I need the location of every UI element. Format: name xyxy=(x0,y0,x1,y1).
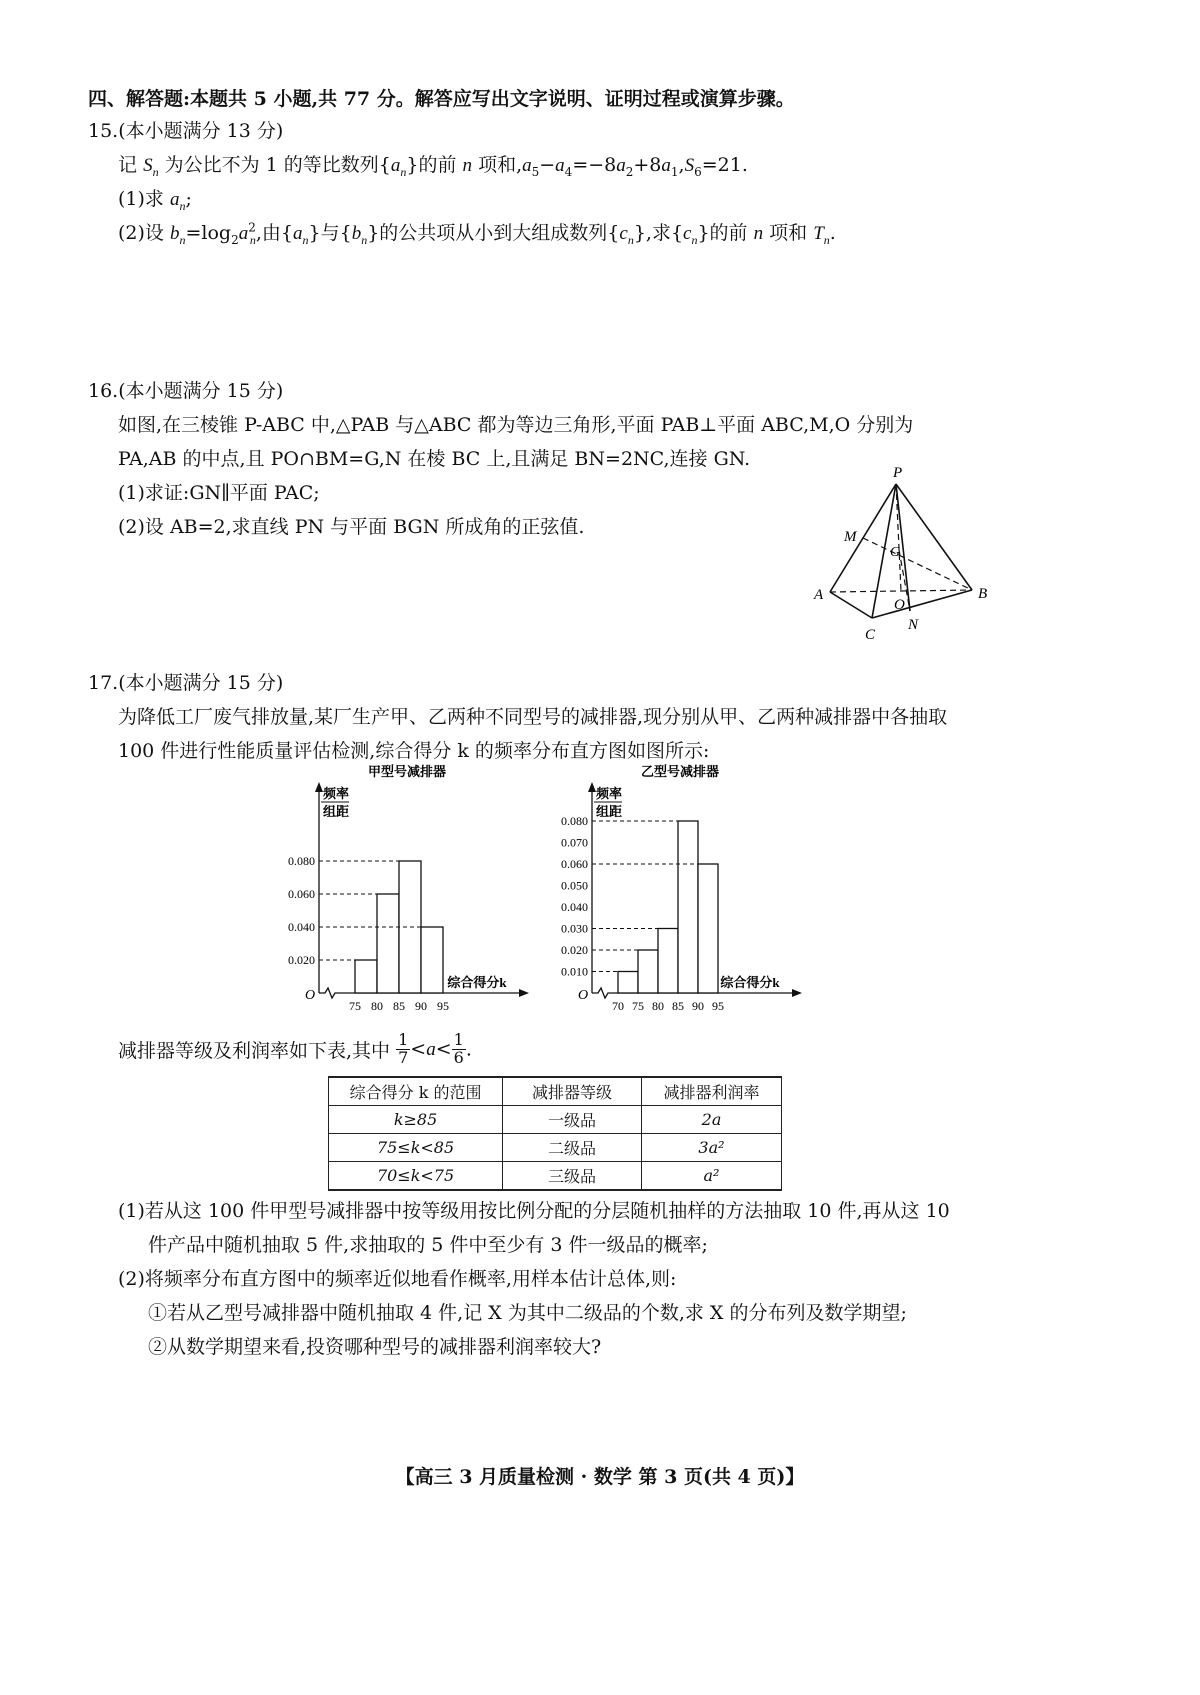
q16-part2: (2)设 AB=2,求直线 PN 与平面 BGN 所成角的正弦值. xyxy=(118,516,585,538)
x-axis-arrow xyxy=(792,989,802,997)
table-row xyxy=(329,1162,782,1191)
q17-number: 17.(本小题满分 15 分) xyxy=(88,672,284,694)
edge-CB xyxy=(872,590,972,618)
table-row xyxy=(329,1134,782,1162)
y-tick-label: 0.020 xyxy=(288,953,315,967)
q15-stem: 记 $S_n$ 为公比不为 1 的等比数列$\{a_n\}$的前 n 项和$,a_5-a_4=-8a_2+8a_1,S_6=21$. xyxy=(118,154,748,179)
q17-line1: 为降低工厂废气排放量,某厂生产甲、乙两种不同型号的减排器,现分别从甲、乙两种减排器中各抽取 xyxy=(118,706,948,728)
x-axis-label: 综合得分k xyxy=(720,975,780,990)
table-cell: 二级品 xyxy=(503,1134,642,1162)
q17-part2: (2)将频率分布直方图中的频率近似地看作概率,用样本估计总体,则: xyxy=(118,1268,677,1290)
q17-part1-a: (1)若从这 100 件甲型号减排器中按等级用按比例分配的分层随机抽样的方法抽取 10 件,再从这 10 xyxy=(118,1200,950,1222)
x-tick-label: 95 xyxy=(437,999,449,1013)
label-O: O xyxy=(894,597,905,613)
grade-table xyxy=(328,1076,782,1191)
q17-part1-b: 件产品中随机抽取 5 件,求抽取的 5 件中至少有 3 件一级品的概率; xyxy=(148,1234,708,1256)
x-tick-label: 85 xyxy=(393,999,405,1013)
table-row xyxy=(329,1106,782,1134)
table-cell: 70≤k<75 xyxy=(329,1162,503,1191)
x-tick-label: 95 xyxy=(712,999,724,1013)
y-axis-label-num: 频率 xyxy=(323,786,350,801)
section-header: 四、解答题:本题共 5 小题,共 77 分。解答应写出文字说明、证明过程或演算步骤。 xyxy=(88,88,795,110)
chart-title: 甲型号减排器 xyxy=(367,764,447,779)
y-tick-label: 0.060 xyxy=(561,857,588,871)
histogram-bar xyxy=(377,894,399,993)
q15-number: 15.(本小题满分 13 分) xyxy=(88,120,284,142)
x-tick-label: 70 xyxy=(612,999,624,1013)
table-cell: a² xyxy=(642,1162,782,1191)
histogram-bar xyxy=(355,960,377,993)
x-tick-label: 90 xyxy=(415,999,427,1013)
edge-AC xyxy=(830,592,872,618)
q15-part1: (1)求 $a_n$; xyxy=(118,188,192,213)
y-tick-label: 0.080 xyxy=(561,814,588,828)
table-cell: k≥85 xyxy=(329,1106,503,1134)
table-cell: 一级品 xyxy=(503,1106,642,1134)
table-cell: 三级品 xyxy=(503,1162,642,1191)
origin-label: O xyxy=(578,988,589,1003)
y-tick-label: 0.070 xyxy=(561,835,588,850)
q16-number: 16.(本小题满分 15 分) xyxy=(88,380,284,402)
histogram-bar xyxy=(618,972,638,994)
label-A: A xyxy=(814,587,824,603)
label-C: C xyxy=(865,627,876,643)
y-tick-label: 0.080 xyxy=(288,854,315,868)
x-tick-label: 80 xyxy=(371,999,383,1013)
q16-line2: PA,AB 的中点,且 PO∩BM=G,N 在棱 BC 上,且满足 BN=2NC,连接 GN. xyxy=(118,448,751,470)
y-tick-label: 0.040 xyxy=(288,920,315,934)
y-tick-label: 0.030 xyxy=(561,921,588,936)
y-tick-label: 0.040 xyxy=(561,900,588,914)
table-cell: 3a² xyxy=(642,1134,782,1162)
histogram-yi xyxy=(528,760,828,1020)
histogram-bar xyxy=(638,950,658,993)
table-cell: 2a xyxy=(642,1106,782,1134)
q15-part2: (2)设 $b_n=\log_2a^2_n$,由$\{a_n\}$与$\{b_n\}$的公共项从小到大组成数列$\{c_n\}$,求$\{c_n\}$的前 n 项和 $T_n$. xyxy=(118,220,836,247)
q16-part1: (1)求证:GN∥平面 PAC; xyxy=(118,482,320,504)
y-axis-label-den: 组距 xyxy=(596,804,623,819)
label-M: M xyxy=(844,529,857,545)
edge-AB-hidden xyxy=(830,590,972,592)
x-tick-label: 75 xyxy=(349,999,361,1013)
label-G: G xyxy=(890,545,901,560)
histogram-bar xyxy=(658,929,678,994)
y-tick-label: 0.050 xyxy=(561,878,588,893)
tetrahedron-figure xyxy=(800,462,1010,652)
x-tick-label: 75 xyxy=(632,999,644,1013)
page-footer: 【高三 3 月质量检测 · 数学 第 3 页(共 4 页)】 xyxy=(395,1466,805,1488)
table-header-row xyxy=(329,1077,782,1106)
q17-part2-2: ②从数学期望来看,投资哪种型号的减排器利润率较大? xyxy=(148,1336,602,1358)
chart-title: 乙型号减排器 xyxy=(640,764,720,779)
x-tick-label: 85 xyxy=(672,999,684,1013)
table-cell: 75≤k<85 xyxy=(329,1134,503,1162)
histogram-jia xyxy=(255,760,555,1020)
q17-part2-1: ①若从乙型号减排器中随机抽取 4 件,记 X 为其中二级品的个数,求 X 的分布列及数学期望; xyxy=(148,1302,907,1324)
histogram-bar xyxy=(421,927,443,993)
histogram-bar xyxy=(698,864,718,993)
label-B: B xyxy=(978,586,988,602)
edge-PB xyxy=(896,484,972,590)
x-tick-label: 90 xyxy=(692,999,704,1013)
segment-MB-hidden xyxy=(863,538,972,590)
y-axis-label-den: 组距 xyxy=(323,804,350,819)
table-intro: 减排器等级及利润率如下表,其中 $\frac{1}{7}$ <a< $\frac{1}{6}$ . xyxy=(118,1030,472,1067)
table-header: 减排器利润率 xyxy=(642,1077,782,1106)
y-axis-arrow xyxy=(315,782,323,792)
label-N: N xyxy=(908,617,919,633)
y-tick-label: 0.020 xyxy=(561,943,588,957)
x-tick-label: 80 xyxy=(652,999,664,1013)
origin-label: O xyxy=(305,988,316,1003)
x-axis-label: 综合得分k xyxy=(447,975,507,990)
y-axis-label-num: 频率 xyxy=(596,786,623,801)
y-tick-label: 0.060 xyxy=(288,887,315,901)
q16-line1: 如图,在三棱锥 P-ABC 中,△PAB 与△ABC 都为等边三角形,平面 PAB⊥平面 ABC,M,O 分别为 xyxy=(118,414,914,436)
table-header: 减排器等级 xyxy=(503,1077,642,1106)
histogram-bar xyxy=(678,821,698,993)
table-header: 综合得分 k 的范围 xyxy=(329,1077,503,1106)
q17-line2: 100 件进行性能质量评估检测,综合得分 k 的频率分布直方图如图所示: xyxy=(118,740,710,762)
label-P: P xyxy=(893,465,903,481)
y-axis-arrow xyxy=(588,782,596,792)
y-tick-label: 0.010 xyxy=(561,964,588,979)
